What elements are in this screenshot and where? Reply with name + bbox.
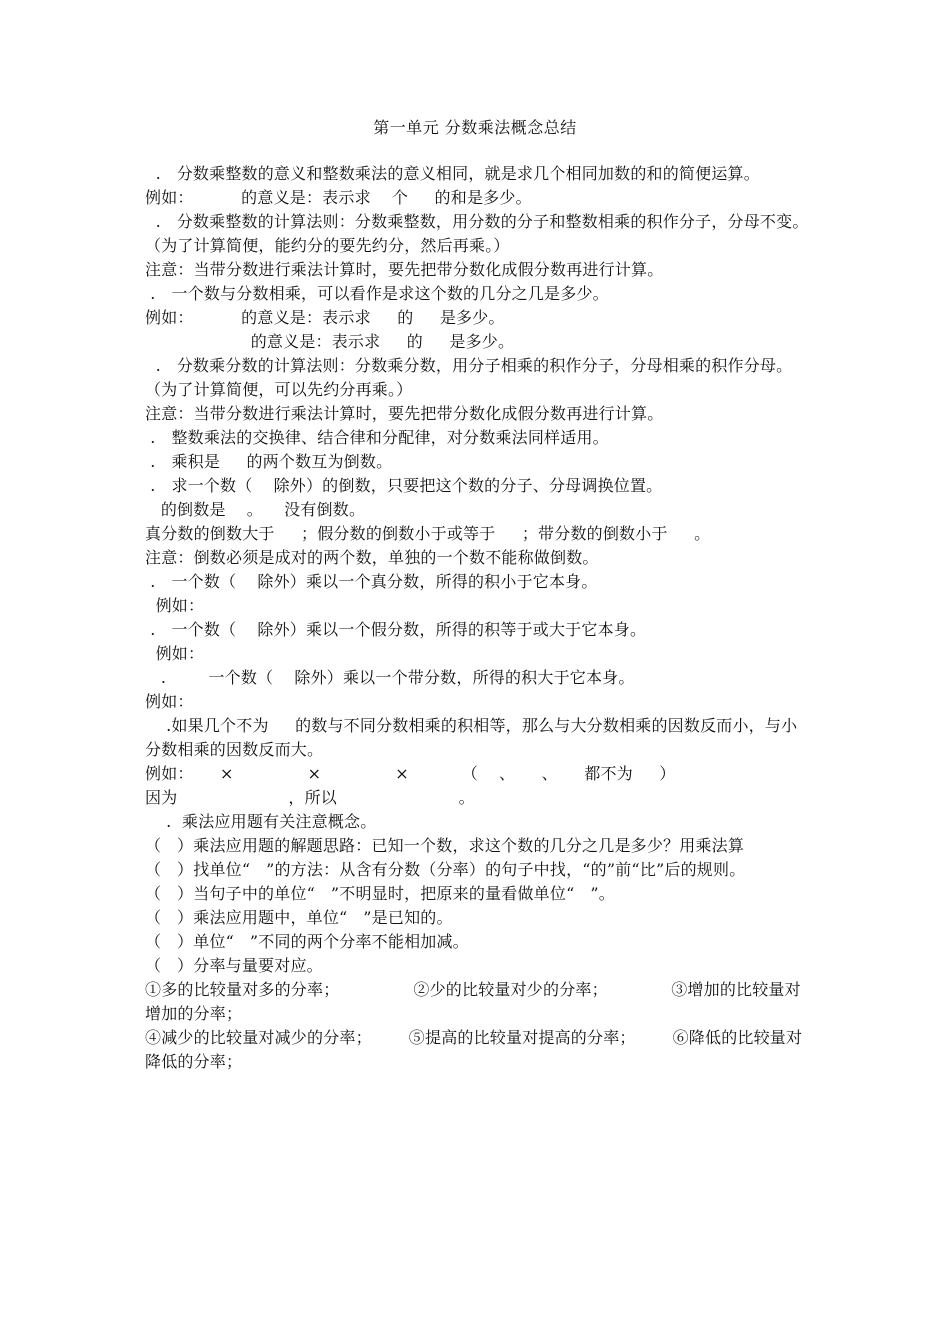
text-line: . 分数乘整数的意义和整数乘法的意义相同，就是求几个相同加数的和的简便运算。 [145,164,760,183]
text-line: .如果几个不为 的数与不同分数相乘的积相等，那么与大分数相乘的因数反而小，与小分数相乘的因数反而大。 [145,716,798,759]
page-title: 第一单元 分数乘法概念总结 [373,118,577,137]
text-line: 例如： 的意义是：表示求 的 是多少。 [145,308,505,327]
text-line: ④减少的比较量对减少的分率； ⑤提高的比较量对提高的分率； ⑥降低的比较量对降低的分率； [145,1028,803,1071]
text-line: 例如： [145,692,194,711]
text-line: . 乘法应用题有关注意概念。 [145,812,377,831]
text-line: 注意：倒数必须是成对的两个数，单独的一个数不能称做倒数。 [145,548,599,567]
text-line: 注意：当带分数进行乘法计算时，要先把带分数化成假分数再进行计算。 [145,404,664,423]
text-line: . 分数乘分数的计算法则：分数乘分数，用分子相乘的积作分子，分母相乘的积作分母。（为了计算简便，可以先约分再乘。） [145,356,793,399]
text-line: . 一个数（ 除外）乘以一个带分数，所得的积大于它本身。 [145,668,635,687]
text-line: 例如： 的意义是：表示求 个 的和是多少。 [145,188,532,207]
text-line: （ ）乘法应用题的解题思路：已知一个数，求这个数的几分之几是多少？用乘法算 [145,836,745,855]
text-line: . 一个数（ 除外）乘以一个真分数，所得的积小于它本身。 [145,572,598,591]
text-line: . 求一个数（ 除外）的倒数，只要把这个数的分子、分母调换位置。 [145,476,663,495]
text-line: （ ）找单位“ ”的方法：从含有分数（分率）的句子中找，“的”前“比”后的规则。 [145,860,746,879]
text-line: . 乘积是 的两个数互为倒数。 [145,452,393,471]
text-line: . 一个数与分数相乘，可以看作是求这个数的几分之几是多少。 [145,284,609,303]
text-line: 的意义是：表示求 的 是多少。 [145,332,515,351]
text-line: ①多的比较量对多的分率； ②少的比较量对少的分率； ③增加的比较量对增加的分率； [145,980,801,1023]
text-line: （ ）单位“ ”不同的两个分率不能相加减。 [145,932,469,951]
text-line: 注意：当带分数进行乘法计算时，要先把带分数化成假分数再进行计算。 [145,260,664,279]
text-line: . 分数乘整数的计算法则：分数乘整数，用分数的分子和整数相乘的积作分子，分母不变。（为了计算简便，能约分的要先约分，然后再乘。） [145,212,809,255]
text-line: 例如： × × × （ 、 、 都不为 ） [145,764,676,783]
text-line: . 一个数（ 除外）乘以一个假分数，所得的积等于或大于它本身。 [145,620,647,639]
text-line: 例如： [145,644,205,663]
text-line: （ ）当句子中的单位“ ”不明显时，把原来的量看做单位“ ”。 [145,884,615,903]
text-line: 因为 ，所以 。 [145,788,475,807]
text-line: 例如： [145,596,205,615]
text-line: （ ）分率与量要对应。 [145,956,323,975]
text-line: 真分数的倒数大于 ；假分数的倒数小于或等于 ；带分数的倒数小于 。 [145,524,711,543]
document-body [145,162,810,1074]
text-line: . 整数乘法的交换律、结合律和分配律，对分数乘法同样适用。 [145,428,609,447]
text-line: 的倒数是 。 没有倒数。 [145,500,366,519]
text-line: （ ）乘法应用题中，单位“ ”是已知的。 [145,908,453,927]
